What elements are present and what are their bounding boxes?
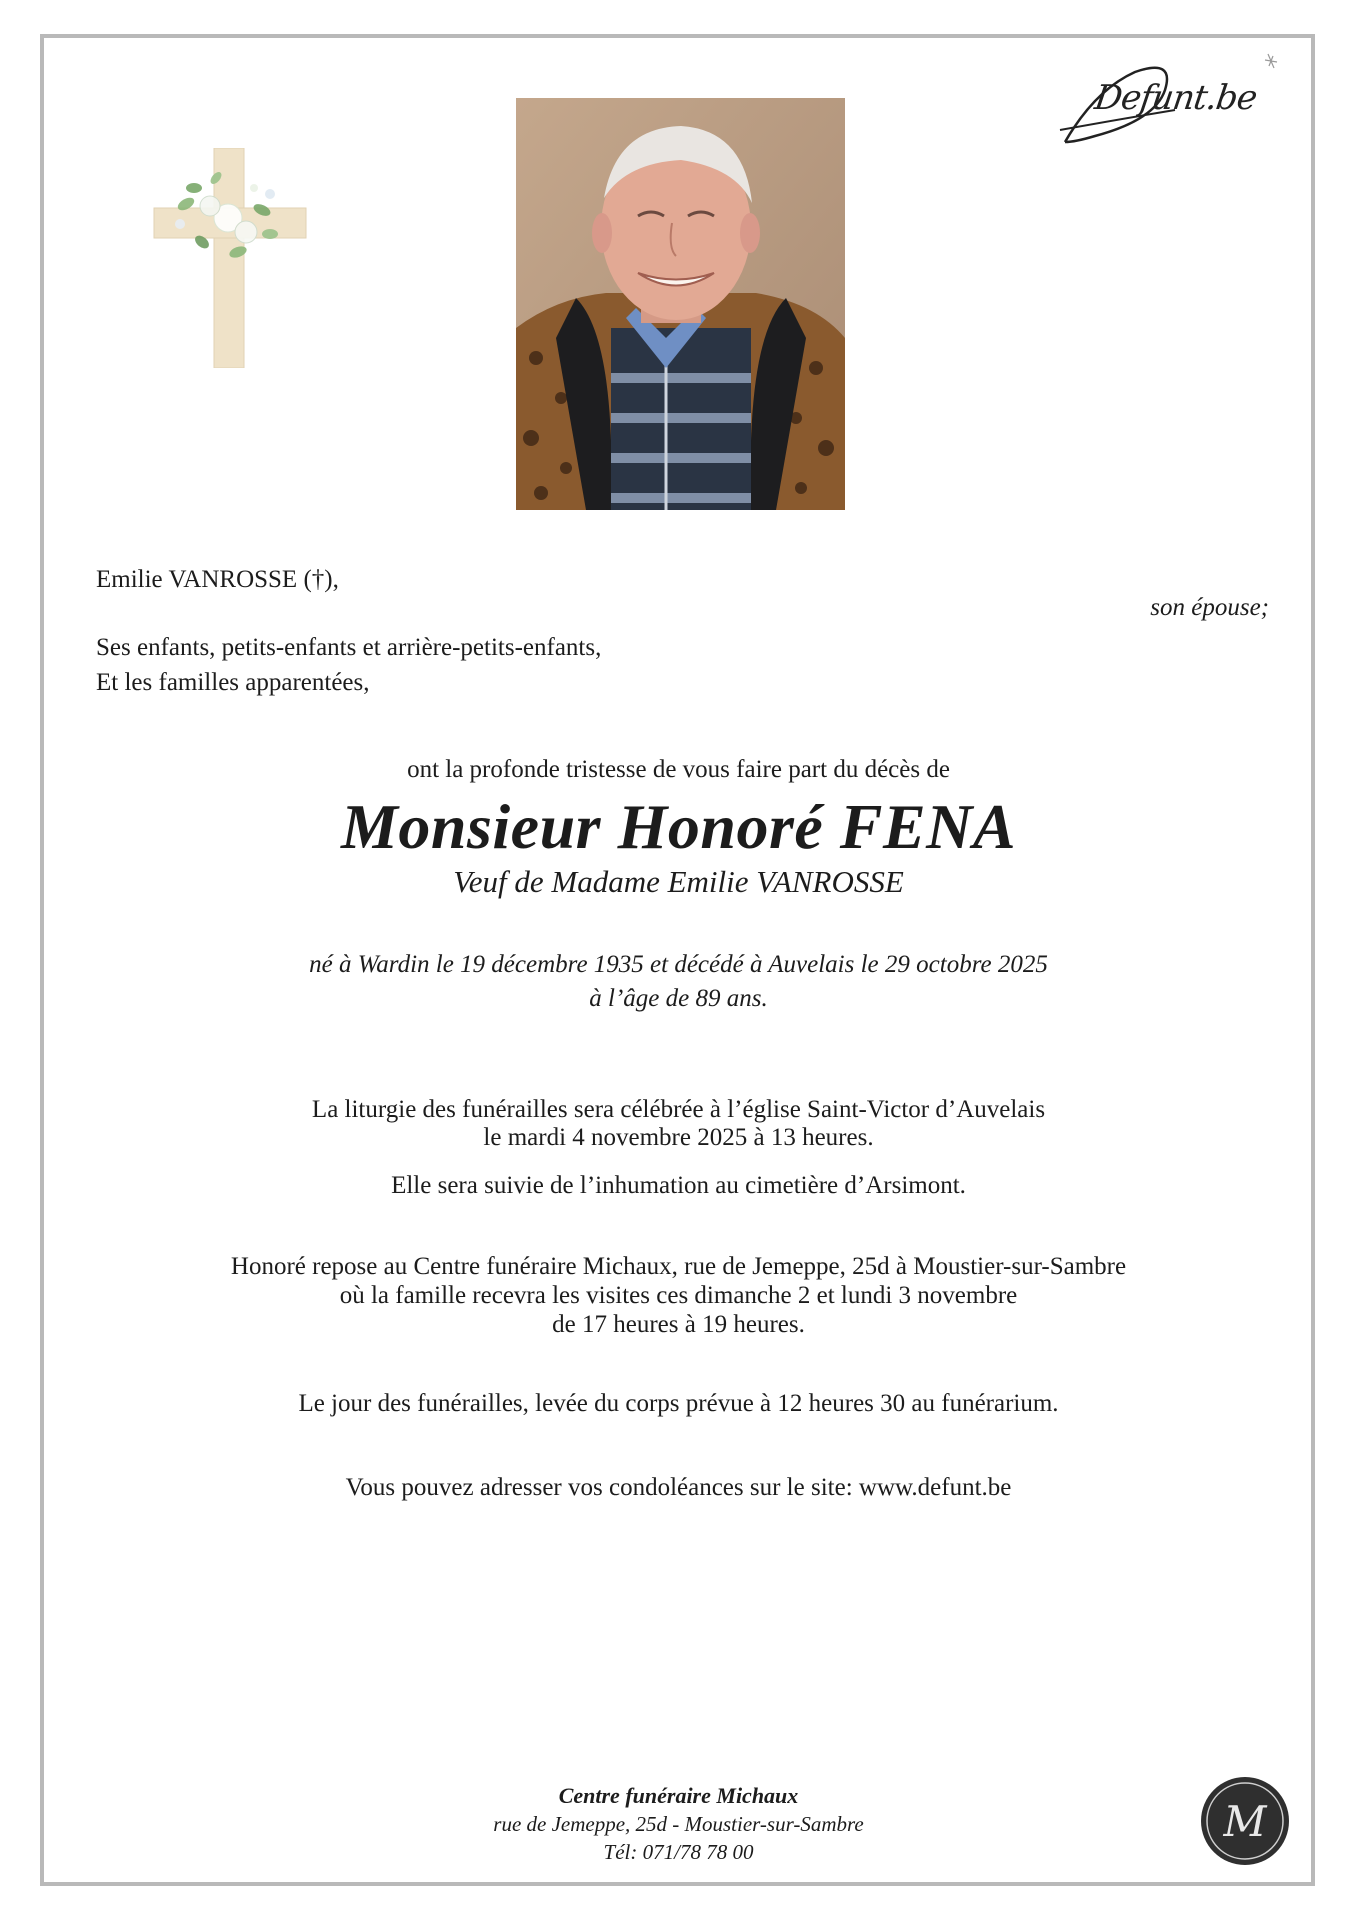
spouse-line: Emilie VANROSSE (†), <box>96 566 339 593</box>
spouse-relation: son épouse; <box>1150 594 1269 621</box>
emblem-letter: M <box>1223 1797 1267 1846</box>
dates-line-1: né à Wardin le 19 décembre 1935 et décédé à Auvelais le 29 octobre 2025 <box>309 951 1048 978</box>
funeral-home-address: rue de Jemeppe, 25d - Moustier-sur-Sambre <box>493 1812 864 1836</box>
repose-line-2: où la famille recevra les visites ces dimanche 2 et lundi 3 novembre <box>339 1282 1018 1309</box>
children-line: Ses enfants, petits-enfants et arrière-petits-enfants, <box>96 634 602 661</box>
defunt-logo <box>1055 50 1285 150</box>
funeral-home-emblem-icon <box>1198 1774 1292 1868</box>
widow-of: Veuf de Madame Emilie VANROSSE <box>453 864 904 899</box>
relatives-line: Et les familles apparentées, <box>96 669 370 696</box>
portrait-photo <box>516 98 845 510</box>
repose-line-1: Honoré repose au Centre funéraire Michaux, rue de Jemeppe, 25d à Moustier-sur-Sambre <box>230 1253 1127 1280</box>
funeral-home-name: Centre funéraire Michaux <box>558 1783 799 1808</box>
funeral-home-phone: Tél: 071/78 78 00 <box>603 1840 754 1864</box>
condolences-info: Vous pouvez adresser vos condoléances sur le site: www.defunt.be <box>345 1474 1012 1501</box>
announcement-intro: ont la profonde tristesse de vous faire part du décès de <box>407 756 950 783</box>
liturgy-info <box>0 1096 1357 1152</box>
burial-info: Elle sera suivie de l’inhumation au cimetière d’Arsimont. <box>391 1172 966 1199</box>
repose-info <box>0 1252 1357 1339</box>
deceased-name: Monsieur Honoré FENA <box>340 791 1017 862</box>
liturgy-line-1: La liturgie des funérailles sera célébrée à l’église Saint-Victor d’Auvelais <box>311 1096 1046 1123</box>
dates-line-2: à l’âge de 89 ans. <box>589 985 768 1012</box>
logo-text: Defunt.be <box>1092 78 1259 118</box>
levee-info: Le jour des funérailles, levée du corps prévue à 12 heures 30 au funérarium. <box>298 1390 1059 1417</box>
funeral-home-footer <box>0 1782 1357 1866</box>
repose-line-3: de 17 heures à 19 heures. <box>552 1311 805 1338</box>
liturgy-line-2: le mardi 4 novembre 2025 à 13 heures. <box>483 1124 874 1151</box>
birth-death-dates <box>0 948 1357 1016</box>
cross-icon <box>150 148 310 368</box>
